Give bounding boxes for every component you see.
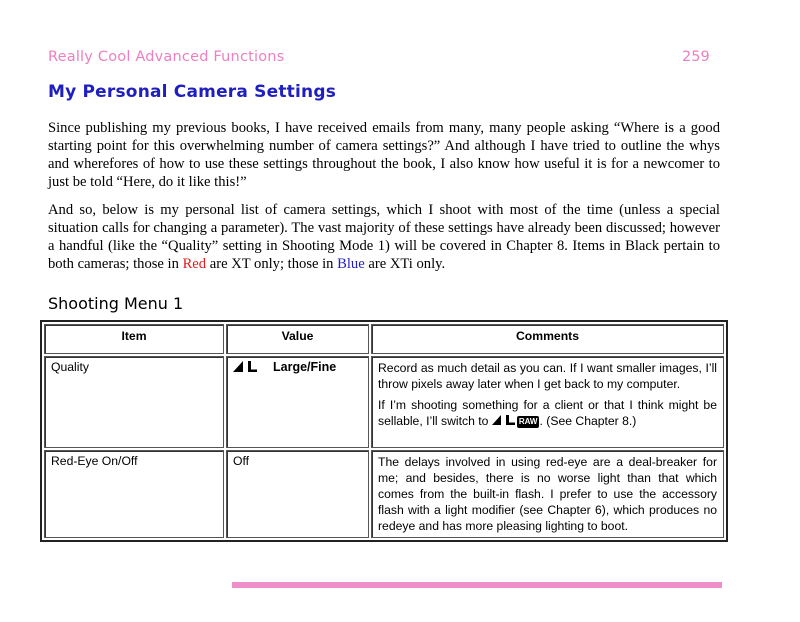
- settings-table: [40, 320, 728, 542]
- shooting-menu-heading: Shooting Menu 1: [48, 294, 184, 313]
- comment-text: Record as much detail as you can. If I want smaller images, I’ll throw pixels away later when I get back to my computer.: [378, 361, 717, 391]
- paragraph-text: are XTi only.: [364, 256, 446, 272]
- quality-value-label: Large/Fine: [273, 360, 337, 375]
- item-cell: Red-Eye On/Off: [44, 450, 224, 538]
- quality-fine-icon: [492, 414, 517, 430]
- footer-bar: [232, 582, 722, 588]
- paragraph-text: are XT only; those in: [206, 256, 338, 272]
- red-keyword: Red: [182, 256, 207, 272]
- quality-fine-icon: [233, 360, 259, 376]
- section-heading: My Personal Camera Settings: [48, 82, 337, 102]
- column-header-comments: Comments: [371, 324, 724, 354]
- comment-fragment: If I’m shooting something for a client or that I think might be sellable, I’ll switch to: [378, 398, 717, 428]
- table-row: [44, 450, 724, 538]
- column-header-value: Value: [226, 324, 369, 354]
- value-cell: Off: [226, 450, 369, 538]
- running-header-chapter: Really Cool Advanced Functions: [48, 49, 285, 65]
- paragraph-text: And so, below is my personal list of camera settings, which I shoot with most of the time (unless a special situation calls for changing a parameter). The vast majority of these settings have already been discussed; however a handful (like the “Quality” setting in Shooting Mode 1) will be covered in Chapter 8. Items in Black pertain to both cameras; those in: [48, 202, 720, 272]
- comment-text: The delays involved in using red-eye are a deal-breaker for me; and besides, there is no worse light than that which comes from the built-in flash. I prefer to use the accessory flash with a light modifier (see Chapter 6), which produces no redeye and has more pleasing lighting to boot.: [378, 455, 717, 533]
- page-number: 259: [682, 49, 710, 65]
- settings-paragraph: [48, 201, 720, 273]
- table-header-row: [44, 324, 724, 354]
- comment-text: [378, 397, 717, 430]
- table-row: [44, 356, 724, 448]
- raw-badge: RAW: [518, 416, 538, 426]
- comment-fragment: . (See Chapter 8.): [539, 414, 637, 428]
- item-cell: Quality: [44, 356, 224, 448]
- column-header-item: Item: [44, 324, 224, 354]
- blue-keyword: Blue: [337, 256, 365, 272]
- comments-cell: [371, 450, 724, 538]
- intro-paragraph: Since publishing my previous books, I have received emails from many, many people asking “Where is a good starting point for this overwhelming number of camera settings?” And although I have tried to outline the whys and wherefores of how to use these settings throughout the book, I also know how useful it is for a newcomer to just be told “Here, do it like this!”: [48, 120, 720, 190]
- value-cell: [226, 356, 369, 448]
- comments-cell: [371, 356, 724, 448]
